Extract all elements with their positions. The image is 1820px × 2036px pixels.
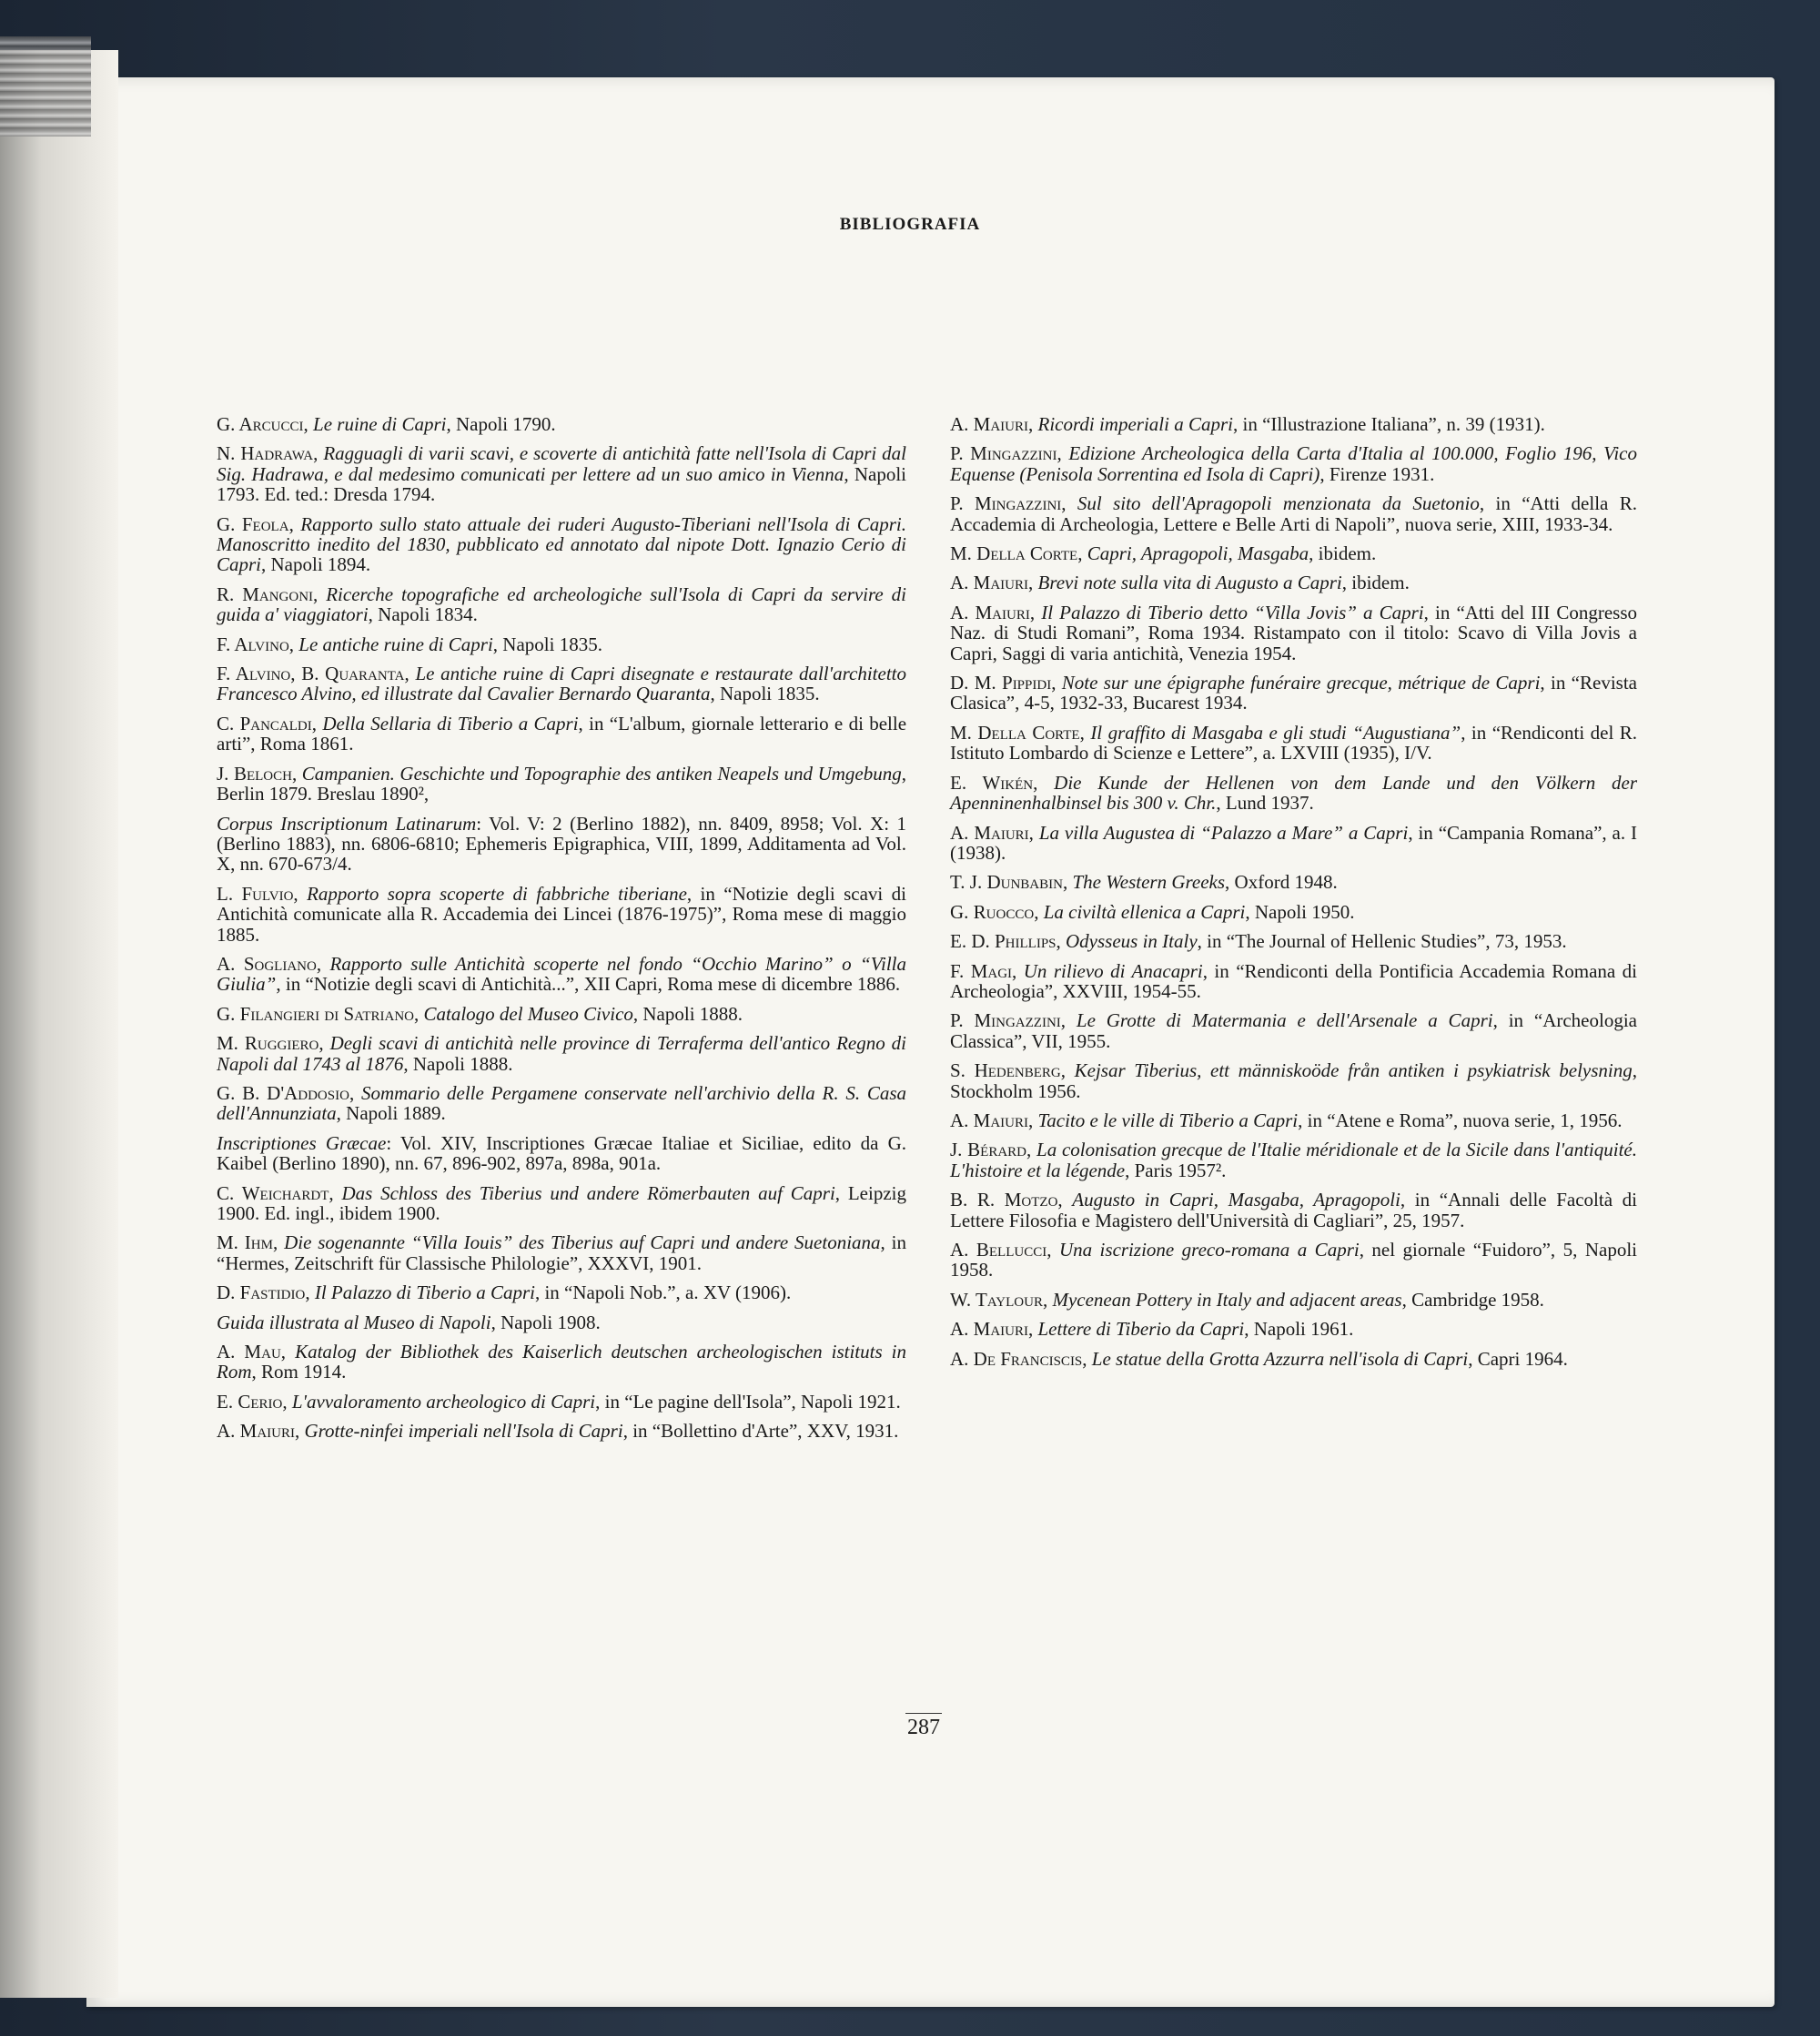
entry-title: Edizione Archeologica della Carta d'Italia al 100.000, Foglio 196, Vico Equense (Penisola Sorrentina ed Isola di Capri) — [950, 442, 1637, 485]
entry-author: M. Ruggiero — [217, 1032, 319, 1055]
entry-separator: , — [318, 1032, 330, 1055]
entry-author: M. Ihm — [217, 1231, 273, 1254]
entry-details: , in “Illustrazione Italiana”, n. 39 (1931). — [1232, 413, 1545, 435]
entry-title: Le ruine di Capri — [313, 413, 447, 435]
entry-details: , Leipzig 1900. Ed. ingl., ibidem 1900. — [217, 1181, 906, 1224]
entry-details: , in “Revista Clasica”, 4-5, 1932-33, Bucarest 1934. — [950, 672, 1637, 714]
bibliography-entry — [217, 814, 906, 875]
entry-author: A. Bellucci — [950, 1239, 1047, 1261]
entry-title: Das Schloss des Tiberius und andere Römerbauten auf Capri — [341, 1181, 835, 1204]
entry-title: Le antiche ruine di Capri — [298, 633, 493, 655]
entry-author: A. Mau — [217, 1341, 281, 1363]
entry-title: Corpus Inscriptionum Latinarum — [217, 812, 477, 835]
bibliography-entry — [950, 443, 1637, 484]
entry-title: Sul sito dell'Apragopoli menzionata da Suetonio — [1077, 492, 1480, 515]
entry-author: D. M. Pippidi — [950, 672, 1052, 694]
bibliography-entry — [950, 543, 1637, 563]
bibliography-entry — [950, 1140, 1637, 1180]
entry-title: Augusto in Capri, Masgaba, Apragopoli — [1072, 1189, 1400, 1211]
entry-title: Rapporto sopra scoperte di fabbriche tiberiane — [307, 882, 687, 905]
entry-details: , in “Rendiconti del R. Istituto Lombardo di Scienze e Lettere”, a. LXVIII (1935), I/V. — [950, 721, 1637, 765]
entry-details: , Stockholm 1956. — [950, 1059, 1637, 1102]
entry-separator: , — [329, 1181, 342, 1204]
entry-author: E. Cerio — [217, 1390, 283, 1413]
bibliography-entry — [217, 884, 906, 945]
entry-title: Degli scavi di antichità nelle province di Terraferma dell'antico Regno di Napoli dal 1743 al 1876 — [217, 1032, 907, 1075]
entry-title: Una iscrizione greco-romana a Capri — [1058, 1239, 1360, 1261]
entry-author: J. Beloch — [217, 762, 292, 785]
entry-author: G. Ruocco — [950, 900, 1035, 923]
entry-details: , Napoli 1961. — [1244, 1318, 1354, 1341]
entry-title: Ricerche topografiche ed archeologiche sull'Isola di Capri da servire di guida a' viaggiatori — [217, 582, 907, 626]
entry-author: S. Hedenberg — [950, 1059, 1061, 1082]
entry-details: , ibidem. — [1309, 542, 1377, 565]
entry-details: , Oxford 1948. — [1225, 871, 1338, 894]
entry-separator: , — [1056, 930, 1067, 953]
entry-details: , in “Notizie degli scavi di Antichità...”, XII Capri, Roma mese di dicembre 1886. — [276, 973, 901, 996]
entry-author: G. Arcucci — [217, 413, 304, 435]
bibliography-entry — [950, 1290, 1637, 1310]
page-title: BIBLIOGRAFIA — [839, 215, 981, 234]
entry-details: , Paris 1957². — [1125, 1159, 1227, 1181]
entry-title: La civiltà ellenica a Capri — [1043, 900, 1246, 923]
entry-title: Della Sellaria di Tiberio a Capri — [322, 712, 579, 734]
entry-author: F. Alvino — [217, 633, 289, 655]
entry-details: , Napoli 1889. — [336, 1102, 446, 1125]
entry-author: A. Maiuri — [950, 821, 1029, 844]
entry-separator: , — [1026, 1139, 1037, 1161]
entry-author: T. J. Dunbabin — [950, 871, 1063, 894]
entry-author: A. Maiuri — [950, 1318, 1028, 1341]
bibliography-entry — [950, 1110, 1637, 1130]
entry-details: , Napoli 1908. — [490, 1311, 601, 1333]
entry-separator: , — [293, 882, 308, 905]
bibliography-entry — [950, 572, 1637, 593]
bibliography-entry — [950, 1190, 1637, 1231]
entry-details: , Napoli 1888. — [403, 1052, 513, 1075]
entry-separator: , — [414, 1002, 424, 1025]
entry-separator: , — [1046, 1239, 1059, 1261]
entry-title: Ricordi imperiali a Capri — [1037, 413, 1233, 435]
bibliography-entry — [217, 1342, 906, 1383]
bibliography-entry — [950, 872, 1637, 892]
entry-separator: , — [288, 633, 299, 655]
entry-separator: , — [1028, 1109, 1038, 1131]
entry-author: A. Sogliano — [217, 952, 317, 975]
bibliography-entry — [217, 443, 906, 504]
entry-details: , Napoli 1835. — [710, 683, 820, 705]
entry-separator: , — [303, 413, 314, 435]
entry-separator: , — [1028, 1318, 1038, 1341]
entry-author: G. Feola — [217, 512, 289, 535]
entry-separator: , — [1077, 542, 1087, 565]
entry-details: , in “The Journal of Hellenic Studies”, 73, 1953. — [1197, 930, 1567, 953]
entry-separator: , — [404, 663, 416, 685]
entry-title: Il Palazzo di Tiberio a Capri — [314, 1281, 535, 1304]
entry-details: , nel giornale “Fuidoro”, 5, Napoli 1958. — [950, 1239, 1638, 1281]
entry-author: E. D. Phillips — [950, 930, 1057, 953]
entry-separator: , — [1042, 1288, 1053, 1311]
entry-author: P. Mingazzini — [950, 442, 1057, 465]
entry-author: L. Fulvio — [217, 882, 294, 905]
entry-separator: , — [313, 582, 327, 605]
entry-separator: , — [1028, 821, 1039, 844]
bibliography-entry — [217, 584, 906, 625]
bibliography-entry — [950, 961, 1637, 1002]
entry-details: , in “Napoli Nob.”, a. XV (1906). — [534, 1281, 792, 1304]
entry-title: Die Kunde der Hellenen von dem Lande und den Völkern der Apenninenhalbinsel bis 300 v. Chr. — [950, 771, 1637, 815]
entry-title: Le statue della Grotta Azzurra nell'isola di Capri — [1091, 1347, 1469, 1370]
entry-title: Brevi note sulla vita di Augusto a Capri — [1037, 572, 1342, 594]
entry-details: , Capri 1964. — [1468, 1347, 1568, 1370]
entry-details: , Napoli 1950. — [1245, 900, 1355, 923]
entry-title: Le Grotte di Matermania e dell'Arsenale a Capri — [1076, 1009, 1493, 1032]
entry-author: P. Mingazzini — [950, 1009, 1061, 1032]
entry-author: E. Wikén — [950, 771, 1034, 794]
entry-title: Note sur une épigraphe funéraire grecque, métrique de Capri — [1061, 672, 1541, 694]
entry-details: , in “Rendiconti della Pontificia Accademia Romana di Archeologia”, XXVIII, 1954-55. — [950, 959, 1637, 1002]
entry-title: Rapporto sullo stato attuale dei ruderi Augusto-Tiberiani nell'Isola di Capri. Manoscritto inedito del 1830, pubblicato ed annotato dal nipote Dott. Ignazio Cerio di Capri — [217, 512, 907, 576]
bibliography-entry — [217, 1392, 906, 1412]
bibliography-entry — [217, 764, 906, 805]
entry-title: Mycenean Pottery in Italy and adjacent areas — [1052, 1288, 1402, 1311]
bibliography-entry — [217, 954, 906, 995]
page-number: 287 — [905, 1713, 942, 1740]
entry-separator: , — [288, 512, 301, 535]
bibliography-entry — [217, 663, 906, 704]
bibliography-entry — [950, 603, 1637, 663]
entry-author: R. Mangoni — [217, 582, 314, 605]
entry-title: The Western Greeks — [1072, 871, 1226, 894]
entry-details: , Napoli 1888. — [632, 1002, 743, 1025]
bibliography-entry — [217, 1183, 906, 1224]
entry-title: Katalog der Bibliothek des Kaiserlich deutschen archeologischen istituts in Rom — [217, 1341, 907, 1383]
entry-details: , ibidem. — [1341, 572, 1410, 594]
entry-title: Catalogo del Museo Civico — [423, 1002, 633, 1025]
entry-details: , in “Le pagine dell'Isola”, Napoli 1921. — [595, 1390, 901, 1413]
entry-details: , in “Campania Romana”, a. I (1938). — [950, 821, 1638, 864]
entry-title: La colonisation grecque de l'Italie méridionale et de la Sicile dans l'antiquité. L'histoire et la légende — [950, 1139, 1637, 1181]
entry-details: , in “Atti del III Congresso Naz. di Studi Romani”, Roma 1934. Ristampato con il titolo: Scavo di Villa Jovis a Capri, Saggi di varia antichità, Venezia 1954. — [950, 601, 1638, 664]
entry-title: La villa Augustea di “Palazzo a Mare” a Capri — [1038, 821, 1409, 844]
bibliography-entry — [950, 902, 1637, 922]
bibliography-entry — [217, 1312, 906, 1332]
bibliography-entry — [950, 773, 1637, 814]
entry-author: B. R. Motzo — [950, 1189, 1058, 1211]
entry-separator: , — [313, 442, 324, 465]
binding-thread — [0, 36, 91, 137]
bibliography-entry — [950, 1349, 1637, 1369]
entry-details: , in “L'album, giornale letterario e di belle arti”, Roma 1861. — [217, 712, 907, 755]
entry-details: , in “Annali delle Facoltà di Lettere Filosofia e Magistero dell'Università di Cagliari”, 25, 1957. — [950, 1189, 1638, 1231]
entry-separator: , — [1029, 601, 1042, 623]
entry-details: : Vol. XIV, Inscriptiones Græcae Italiae et Siciliae, edito da G. Kaibel (Berlino 1890), nn. 67, 896-902, 897a, 898a, 901a. — [217, 1131, 906, 1175]
bibliography-entry — [217, 1232, 906, 1273]
bibliography-entry — [217, 414, 906, 434]
bibliography-entry — [217, 1421, 906, 1441]
entry-separator: , — [349, 1081, 361, 1104]
entry-author: G. Filangieri di Satriano — [217, 1002, 414, 1025]
bibliography-entry — [217, 1004, 906, 1024]
entry-separator: , — [1033, 771, 1055, 794]
entry-author: F. Magi — [950, 959, 1013, 982]
entry-details: , Napoli 1793. Ed. ted.: Dresda 1794. — [217, 462, 906, 506]
entry-author: N. Hadrawa — [217, 442, 314, 465]
entry-title: Lettere di Tiberio da Capri — [1037, 1318, 1245, 1341]
entry-title: Il graffito di Masgaba e gli studi “Augustiana” — [1090, 721, 1461, 744]
entry-separator: , — [1051, 672, 1062, 694]
entry-title: Grotte-ninfei imperiali nell'Isola di Capri — [304, 1420, 623, 1443]
entry-title: Campanien. Geschichte und Topographie des antiken Neapels und Umgebung — [301, 762, 902, 785]
entry-author: A. Maiuri — [950, 601, 1030, 623]
entry-title: Un rilievo di Anacapri — [1023, 959, 1203, 982]
bibliography-entry — [217, 714, 906, 755]
entry-details: , in “Hermes, Zeitschrift für Classische Philologie”, XXXVI, 1901. — [217, 1231, 906, 1274]
entry-separator: , — [282, 1390, 292, 1413]
entry-separator: , — [1079, 721, 1091, 744]
entry-details: , in “Notizie degli scavi di Antichità comunicate alla R. Accademia dei Lincei (1876-1975)”, Roma mese di maggio 1885. — [217, 882, 906, 946]
entry-details: , Napoli 1894. — [261, 553, 371, 576]
entry-separator: , — [1057, 1189, 1073, 1211]
entry-details: , Napoli 1790. — [446, 413, 556, 435]
entry-details: , Cambridge 1958. — [1401, 1288, 1544, 1311]
entry-title: Le antiche ruine di Capri disegnate e restaurate dall'architetto Francesco Alvino, ed illustrate dal Cavalier Bernardo Quaranta — [217, 663, 906, 705]
bibliography-entry — [217, 1282, 906, 1302]
bibliography-entry — [950, 1060, 1637, 1101]
bibliography-column-right — [950, 414, 1637, 1378]
entry-author: P. Mingazzini — [950, 492, 1062, 515]
entry-details: , Napoli 1835. — [492, 633, 602, 655]
entry-details: , Berlin 1879. Breslau 1890², — [217, 762, 907, 805]
entry-separator: , — [291, 762, 302, 785]
entry-separator: , — [1062, 871, 1073, 894]
entry-author: A. Maiuri — [950, 572, 1028, 594]
entry-separator: , — [1028, 572, 1038, 594]
entry-separator: , — [305, 1281, 315, 1304]
entry-author: W. Taylour — [950, 1288, 1043, 1311]
entry-author: A. Maiuri — [217, 1420, 295, 1443]
entry-author: M. Della Corte — [950, 542, 1078, 565]
entry-author: D. Fastidio — [217, 1281, 306, 1304]
bibliography-entry — [950, 1240, 1637, 1281]
entry-title: Inscriptiones Græcae — [217, 1131, 387, 1154]
entry-details: , in “Bollettino d'Arte”, XXV, 1931. — [622, 1420, 899, 1443]
entry-title: Odysseus in Italy — [1066, 930, 1198, 953]
entry-separator: , — [1028, 413, 1038, 435]
entry-separator: , — [316, 952, 330, 975]
entry-title: Die sogenannte “Villa Iouis” des Tiberius auf Capri und andere Suetoniana — [284, 1231, 881, 1254]
entry-separator: , — [280, 1341, 296, 1363]
book-spine — [0, 50, 118, 1998]
entry-separator: , — [1060, 1009, 1077, 1032]
bibliography-entry — [950, 493, 1637, 534]
entry-separator: , — [295, 1420, 305, 1443]
entry-author: C. Pancaldi — [217, 712, 312, 734]
entry-author: G. B. D'Addosio — [217, 1081, 349, 1104]
bibliography-entry — [950, 1319, 1637, 1339]
bibliography-entry — [217, 514, 906, 575]
entry-separator: , — [1060, 1059, 1075, 1082]
entry-title: Guida illustrata al Museo di Napoli — [217, 1311, 491, 1333]
entry-title: Ragguagli di varii scavi, e scoverte di antichità fatte nell'Isola di Capri dal Sig. Hadrawa, e dal medesimo comunicati per lettere ad un suo amico in Vienna — [217, 442, 907, 485]
entry-details: : Vol. V: 2 (Berlino 1882), nn. 8409, 8958; Vol. X: 1 (Berlino 1883), nn. 6806-6810; Ephemeris Epigraphica, VIII, 1899, Additamenta ad Vol. X, nn. 670-673/4. — [217, 812, 906, 876]
entry-separator: , — [272, 1231, 285, 1254]
entry-details: , Rom 1914. — [251, 1361, 347, 1383]
entry-author: F. Alvino, B. Quaranta — [217, 663, 405, 685]
bibliography-entry — [950, 673, 1637, 714]
entry-title: Tacito e le ville di Tiberio a Capri — [1037, 1109, 1299, 1131]
bibliography-entry — [950, 414, 1637, 434]
bibliography-entry — [217, 1033, 906, 1074]
bibliography-entry — [950, 723, 1637, 764]
entry-title: Capri, Apragopoli, Masgaba — [1087, 542, 1309, 565]
bibliography-entry — [217, 634, 906, 654]
bibliography-entry — [217, 1133, 906, 1174]
entry-separator: , — [311, 712, 323, 734]
entry-details: , Napoli 1834. — [368, 603, 478, 626]
entry-details: , in “Atti della R. Accademia di Archeologia, Lettere e Belle Arti di Napoli”, nuova serie, XIII, 1933-34. — [950, 492, 1637, 535]
entry-details: , Lund 1937. — [1216, 792, 1314, 815]
bibliography-entry — [950, 823, 1637, 864]
entry-title: Sommario delle Pergamene conservate nell'archivio della R. S. Casa dell'Annunziata — [217, 1081, 906, 1125]
entry-details: , in “Archeologia Classica”, VII, 1955. — [950, 1009, 1637, 1052]
bibliography-entry — [950, 1010, 1637, 1051]
entry-separator: , — [1061, 492, 1077, 515]
entry-author: C. Weichardt — [217, 1181, 329, 1204]
entry-separator: , — [1012, 959, 1024, 982]
entry-details: , in “Atene e Roma”, nuova serie, 1, 1956. — [1298, 1109, 1623, 1131]
entry-title: Rapporto sulle Antichità scoperte nel fondo “Occhio Marino” o “Villa Giulia” — [217, 952, 906, 996]
entry-title: Il Palazzo di Tiberio detto “Villa Jovis” a Capri — [1041, 601, 1424, 623]
entry-details: , Firenze 1931. — [1320, 462, 1435, 485]
entry-author: J. Bérard — [950, 1139, 1027, 1161]
bibliography-column-left — [217, 414, 906, 1451]
bibliography-entry — [950, 931, 1637, 951]
entry-author: A. Maiuri — [950, 1109, 1028, 1131]
entry-title: Kejsar Tiberius, ett människoöde från antiken i psykiatrisk belysning — [1074, 1059, 1633, 1082]
entry-author: A. Maiuri — [950, 413, 1028, 435]
bibliography-entry — [217, 1083, 906, 1124]
entry-author: M. Della Corte — [950, 721, 1080, 744]
entry-separator: , — [1082, 1347, 1092, 1370]
entry-title: L'avvaloramento archeologico di Capri — [291, 1390, 596, 1413]
entry-author: A. De Franciscis — [950, 1347, 1083, 1370]
entry-separator: , — [1034, 900, 1044, 923]
entry-separator: , — [1057, 442, 1069, 465]
